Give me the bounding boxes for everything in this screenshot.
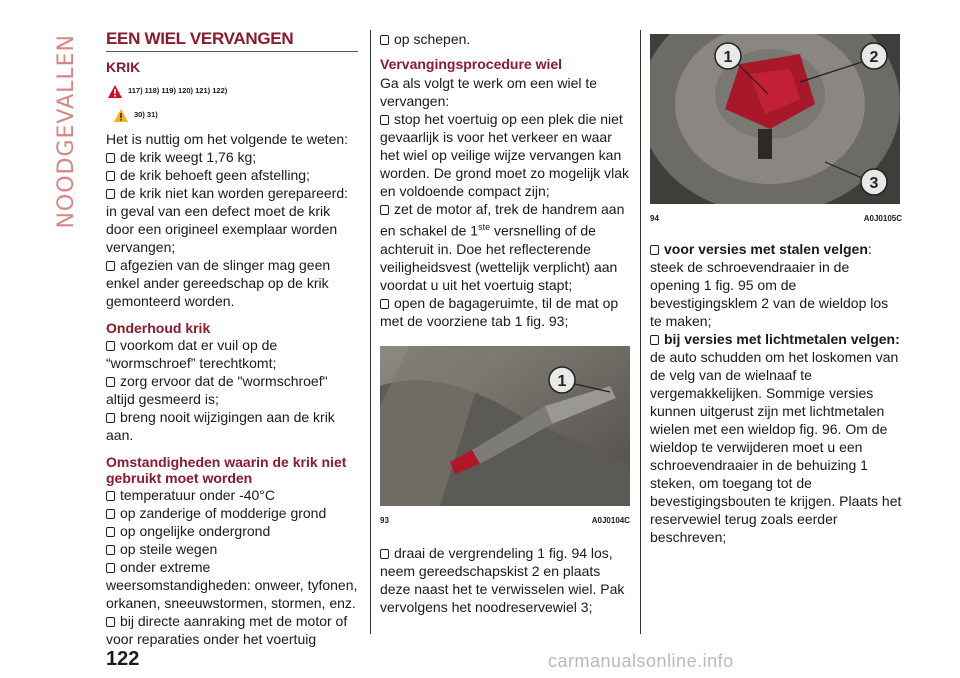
- checkbox-bullet-icon: [380, 205, 389, 215]
- checkbox-bullet-icon: [380, 35, 389, 45]
- figure-94: [650, 34, 902, 228]
- trunk-mat-illustration: [380, 346, 630, 506]
- checkbox-bullet-icon: [106, 261, 115, 271]
- checkbox-bullet-icon: [380, 549, 389, 559]
- checkbox-bullet-icon: [650, 335, 659, 345]
- procedure-intro: Ga als volgt te werk om een wiel te vervangen:: [380, 75, 598, 109]
- caution-references: 30) 31): [114, 106, 358, 124]
- list-item: bij versies met lichtmetalen velgen:: [650, 330, 902, 348]
- list-item: breng nooit wijzigingen aan de krik aan.: [106, 409, 335, 443]
- list-item: op steile wegen: [106, 540, 358, 558]
- column-2: [380, 30, 630, 616]
- list-item: op zanderige of modderige grond: [106, 504, 358, 522]
- figure-93: [380, 346, 630, 530]
- checkbox-bullet-icon: [106, 527, 115, 537]
- checkbox-bullet-icon: [106, 171, 115, 181]
- column-3: [650, 34, 902, 546]
- figure-image: [380, 346, 630, 506]
- caution-triangle-icon: [114, 109, 128, 122]
- list-item: stop het voertuig op een plek die niet gevaarlijk is voor het verkeer en waar het wiel op veilige wijze vervangen kan worden. De grond moet zo mogelijk vlak en voldoende compact zijn;: [380, 111, 630, 199]
- checkbox-bullet-icon: [106, 377, 115, 387]
- list-item: temperatuur onder -40°C: [106, 486, 358, 504]
- subheading-maintenance: Onderhoud krik: [106, 320, 211, 336]
- watermark: carmanualsonline.info: [548, 651, 734, 671]
- checkbox-bullet-icon: [106, 189, 115, 199]
- spare-wheel-illustration: [650, 34, 900, 204]
- list-item: zet de motor af, trek de handrem aan en schakel de 1ste versnelling of de achteruit in. Doe het reflecterende veiligheidsvest (wettelijk verplicht) aan voordat u uit het voertuig stapt;: [380, 201, 625, 293]
- figure-callout: 1: [557, 372, 567, 390]
- column-1: [106, 30, 358, 648]
- warning-triangle-icon: [108, 85, 122, 98]
- figure-image: [650, 34, 900, 204]
- section-title: EEN WIEL VERVANGEN: [106, 30, 358, 52]
- list-item: op schepen.: [380, 30, 630, 48]
- checkbox-bullet-icon: [106, 341, 115, 351]
- intro-text: Het is nuttig om het volgende te weten:: [106, 131, 349, 147]
- list-item: bij directe aanraking met de motor of voor reparaties onder het voertuig: [106, 613, 348, 647]
- list-item: voorkom dat er vuil op de “wormschroef” terechtkomt;: [106, 337, 278, 371]
- checkbox-bullet-icon: [106, 413, 115, 423]
- figure-callout: 2: [869, 49, 879, 66]
- column-divider: [370, 30, 371, 634]
- checkbox-bullet-icon: [106, 509, 115, 519]
- checkbox-bullet-icon: [106, 563, 115, 573]
- list-item: afgezien van de slinger mag geen enkel ander gereedschap op de krik gemonteerd worden.: [106, 257, 331, 309]
- list-item: op ongelijke ondergrond: [106, 522, 358, 540]
- subheading-conditions: Omstandigheden waarin de krik niet gebruikt moet worden: [106, 454, 347, 486]
- subsection-title: KRIK: [106, 59, 141, 75]
- subheading-procedure: Vervangingsprocedure wiel: [380, 56, 563, 72]
- list-item: open de bagageruimte, til de mat op met de voorziene tab 1 fig. 93;: [380, 294, 619, 329]
- warning-references: 117) 118) 119) 120) 121) 122): [108, 82, 358, 100]
- checkbox-bullet-icon: [106, 491, 115, 501]
- column-divider: [640, 30, 641, 634]
- paragraph: de auto schudden om het loskomen van de velg van de wielnaaf te vergemakkelijken. Sommige versies kunnen uitgerust zijn met lichtmetalen wielen met een wieldop fig. 96. Om de wieldop te verwijderen moet u een schroevendraaier in de behuizing 1 steken, om toegang tot de bevestigingsbouten te krijgen. Plaats het reservewiel terug zoals eerder beschreven;: [650, 349, 902, 545]
- figure-callout: 3: [869, 175, 879, 192]
- figure-caption: 93 A0J0104C: [380, 515, 630, 525]
- checkbox-bullet-icon: [380, 115, 389, 125]
- checkbox-bullet-icon: [106, 153, 115, 163]
- list-item: de krik behoeft geen afstelling;: [106, 166, 358, 184]
- list-item: onder extreme weersomstandigheden: onweer, tyfonen, orkanen, sneeuwstormen, stormen, enz.: [106, 559, 358, 611]
- list-item: voor versies met stalen velgen: steek de schroevendraaier in de opening 1 fig. 95 om de bevestigingsklem 2 van de wieldop los te maken;: [650, 241, 889, 329]
- figure-callout: 1: [723, 49, 733, 66]
- checkbox-bullet-icon: [380, 299, 389, 309]
- list-item: de krik niet kan worden gerepareerd: in geval van een defect moet de krik door een origineel exemplaar worden vervangen;: [106, 185, 349, 255]
- checkbox-bullet-icon: [650, 245, 659, 255]
- list-item: de krik weegt 1,76 kg;: [106, 148, 358, 166]
- checkbox-bullet-icon: [106, 545, 115, 555]
- sidebar-section-label: NOODGEVALLEN: [54, 34, 79, 229]
- figure-caption: 94 A0J0105C: [650, 214, 902, 223]
- list-item: zorg ervoor dat de "wormschroef" altijd gesmeerd is;: [106, 373, 328, 407]
- page-number: 122: [106, 648, 140, 670]
- list-item: draai de vergrendeling 1 fig. 94 los, neem gereedschapskist 2 en plaats deze naast het te verwisselen wiel. Pak vervolgens het noodreservewiel 3;: [380, 544, 625, 615]
- checkbox-bullet-icon: [106, 617, 115, 627]
